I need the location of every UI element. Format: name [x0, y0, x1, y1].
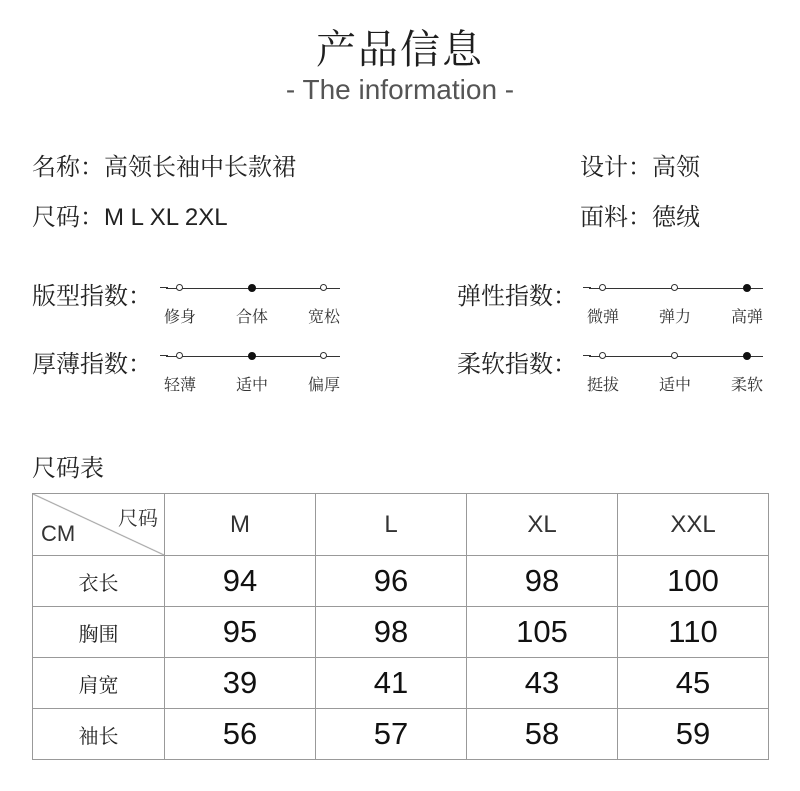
table-cell: 59 — [618, 709, 769, 760]
scale-option-label: 轻薄 — [163, 375, 197, 394]
index-scale-fit — [160, 274, 340, 334]
scale-option-label: 适中 — [235, 375, 269, 394]
scale-dot — [176, 284, 183, 291]
scale-dot — [599, 352, 606, 359]
scale-option-label: 宽松 — [307, 307, 341, 326]
info-size-label: 尺码： — [32, 203, 104, 231]
table-cell: 39 — [165, 658, 316, 709]
table-cell: 110 — [618, 607, 769, 658]
scale-option-label: 偏厚 — [307, 375, 341, 394]
table-cell: 94 — [165, 556, 316, 607]
index-scale-elasticity — [583, 274, 763, 334]
scale-dot — [320, 352, 327, 359]
scale-dot — [671, 352, 678, 359]
table-cell: 95 — [165, 607, 316, 658]
table-row — [33, 709, 769, 760]
table-cell: 58 — [467, 709, 618, 760]
table-cell: 56 — [165, 709, 316, 760]
scale-dot — [671, 284, 678, 291]
info-fabric-label: 面料： — [580, 203, 652, 231]
page-subtitle: - The information - — [285, 74, 515, 105]
size-table-title: 尺码表 — [32, 454, 104, 482]
index-scale-thickness — [160, 342, 340, 402]
info-size-value: M L XL 2XL — [104, 204, 228, 231]
info-design-label: 设计： — [580, 153, 652, 181]
index-scale-softness — [583, 342, 763, 402]
row-label: 衣长 — [33, 556, 165, 607]
index-label-softness: 柔软指数： — [457, 350, 577, 378]
scale-option-label: 修身 — [163, 307, 197, 326]
info-name — [32, 147, 296, 182]
scale-dot-selected — [248, 352, 256, 360]
index-label-thickness: 厚薄指数： — [32, 350, 152, 378]
scale-start-tick — [160, 287, 168, 288]
scale-dot — [320, 284, 327, 291]
page-title: 产品信息 — [316, 27, 484, 73]
size-table — [32, 493, 769, 760]
table-row — [33, 556, 769, 607]
table-cell: 43 — [467, 658, 618, 709]
table-cell: 105 — [467, 607, 618, 658]
scale-option-label: 适中 — [658, 375, 692, 394]
scale-option-label: 微弹 — [586, 307, 620, 326]
scale-dot — [176, 352, 183, 359]
scale-dot — [599, 284, 606, 291]
info-fabric — [580, 197, 700, 232]
info-name-label: 名称： — [32, 153, 104, 181]
size-table-header-row — [33, 494, 769, 556]
scale-option-label: 合体 — [235, 307, 269, 326]
corner-unit-label: CM — [41, 521, 76, 546]
table-cell: 98 — [316, 607, 467, 658]
scale-option-label: 挺拔 — [586, 375, 620, 394]
scale-start-tick — [583, 355, 591, 356]
table-cell: 100 — [618, 556, 769, 607]
scale-dot-selected — [248, 284, 256, 292]
index-label-elasticity: 弹性指数： — [457, 282, 577, 310]
table-cell: 41 — [316, 658, 467, 709]
table-cell: 45 — [618, 658, 769, 709]
info-fabric-value: 德绒 — [652, 203, 700, 231]
info-name-value: 高领长袖中长款裙 — [104, 153, 296, 181]
row-label: 肩宽 — [33, 658, 165, 709]
info-design-value: 高领 — [652, 153, 700, 181]
column-header: M — [165, 494, 316, 556]
info-size — [32, 197, 228, 232]
row-label: 袖长 — [33, 709, 165, 760]
scale-start-tick — [160, 355, 168, 356]
table-cell: 98 — [467, 556, 618, 607]
info-design — [580, 147, 700, 182]
scale-dot-selected — [743, 284, 751, 292]
size-table-corner-cell — [33, 494, 165, 556]
corner-size-label: 尺码 — [118, 508, 158, 530]
column-header: XL — [467, 494, 618, 556]
table-row — [33, 607, 769, 658]
row-label: 胸围 — [33, 607, 165, 658]
scale-option-label: 柔软 — [730, 375, 764, 394]
table-cell: 96 — [316, 556, 467, 607]
column-header: L — [316, 494, 467, 556]
table-cell: 57 — [316, 709, 467, 760]
scale-start-tick — [583, 287, 591, 288]
column-header: XXL — [618, 494, 769, 556]
scale-option-label: 高弹 — [730, 307, 764, 326]
table-row — [33, 658, 769, 709]
scale-option-label: 弹力 — [658, 307, 692, 326]
index-label-fit: 版型指数： — [32, 282, 152, 310]
scale-dot-selected — [743, 352, 751, 360]
